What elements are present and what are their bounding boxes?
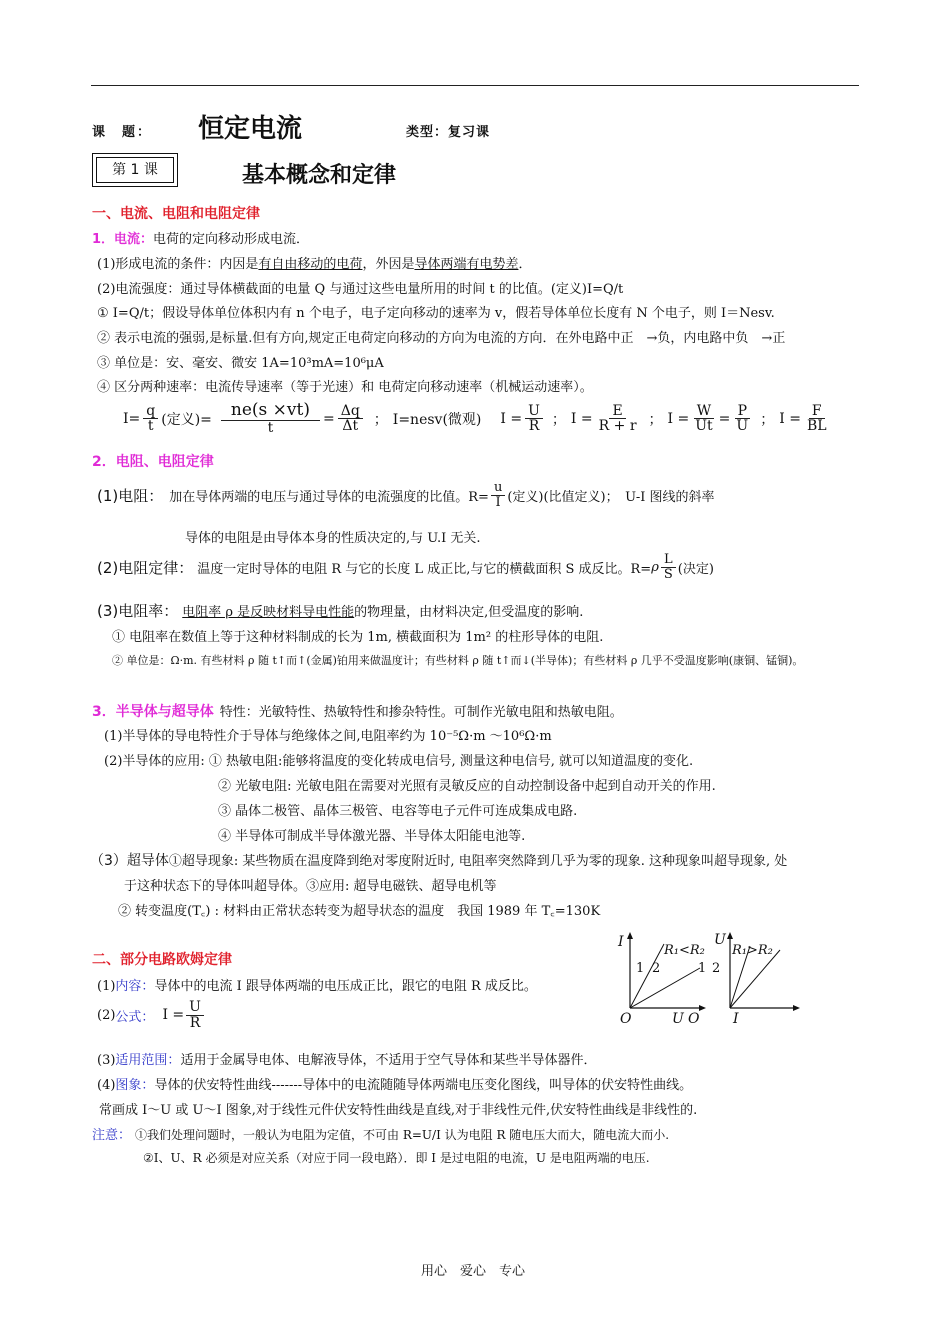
type-label: 类型：复习课: [406, 125, 491, 140]
current-strength: (2)电流强度：通过导体横截面的电量 Q 与通过这些电量所用的时间 t 的比值。(定义)I=Q/t: [97, 282, 624, 297]
superconductor-line-3: ② 转变温度(T꜀) : 材料由正常状态转变为超导状态的温度 我国 1989 年 T꜀=130K: [118, 904, 601, 919]
ohm-formula: (2) 公式： I = $\frac{U}{R}$: [97, 1000, 206, 1030]
resistivity-line: (3)电阻率： 电阻率 ρ 是反映材料导电性能的物理量，由材料决定,但受温度的影响.: [97, 602, 584, 620]
frac-u-i: $\frac{u}{I}$: [491, 481, 505, 509]
graph1-y-label: I: [618, 934, 624, 950]
iv-graphs: [610, 928, 810, 1028]
graph2-x-label: I: [733, 1011, 739, 1027]
current-item-2: ② 表示电流的强弱,是标量.但有方向,规定正电荷定向移动的方向为电流的方向．在外电路中正 →负，内电路中负 →正: [97, 331, 786, 346]
graph1-y-arrow: [627, 932, 633, 939]
graph1-label-1: 1: [636, 961, 645, 976]
section2-heading: 二、部分电路欧姆定律: [92, 952, 232, 968]
course-label: 课 题：: [92, 125, 153, 140]
graph1-x-arrow: [699, 1005, 706, 1011]
lesson-box-inner: 第 1 课: [96, 157, 174, 183]
graph2-relation: R₁>R₂: [732, 943, 773, 958]
frac-ne: $\frac{ne(s \times vt)}{t}$: [221, 402, 320, 436]
current-condition: (1)形成电流的条件：内因是有自由移动的电荷，外因是导体两端有电势差．: [97, 257, 532, 272]
current-definition: 电荷的定向移动形成电流．: [153, 232, 310, 247]
resistivity-item-2: ② 单位是：Ω·m. 有些材料 ρ 随 t↑而↑(金属)铂用来做温度计；有些材料 ρ 随 t↑而↓(半导体)；有些材料 ρ 几乎不受温度影响(康铜、锰铜)。: [112, 654, 804, 667]
semiconductor-item-1: (1)半导体的导电特性介于导体与绝缘体之间,电阻率约为 10⁻⁵Ω·m ～10⁶Ω·m: [104, 729, 552, 744]
graph1-relation: R₁<R₂: [664, 943, 705, 958]
frac-l-s: $\frac{L}{S}$: [661, 553, 676, 581]
frac-w-ut: $\frac{W}{Ut}$: [695, 402, 713, 435]
lesson-box: [92, 153, 178, 187]
semiconductor-line: 3．半导体与超导体 特性：光敏特性、热敏特性和掺杂特性。可制作光敏电阻和热敏电阻。: [92, 704, 623, 720]
current-item-4: ④ 区分两种速率：电流传导速率（等于光速）和 电荷定向移动速率（机械运动速率）。: [97, 380, 593, 395]
graph2-label-2: 2: [712, 961, 721, 976]
page-footer: 用心 爱心 专心: [421, 1264, 526, 1279]
current-formulas: I= $\frac{q}{t}$ (定义)= $\frac{ne(s \times vt)}{t}$ = $\frac{\Delta q}{\Delta t}$ ； I=nesv(微观) I = $\frac{U}{R}$ ； I = $\frac{E}{R + r}$ ； I = $\frac{W}{Ut}$ = $\frac{P}{U}$ ； I = $\frac{F}{BL}$: [123, 402, 832, 436]
ohm-graph: (4)图象：导体的伏安特性曲线-------导体中的电流随随导体两端电压变化图线，叫导体的伏安特性曲线。: [97, 1078, 693, 1093]
graph1-x-label: U: [672, 1011, 684, 1027]
frac-ohm: $\frac{U}{R}$: [186, 1000, 204, 1030]
semiconductor-item-4: ③ 晶体二极管、晶体三极管、电容等电子元件可连成集成电路.: [218, 804, 578, 819]
graph2-line-2: [730, 950, 780, 1008]
frac-f-bl: $\frac{F}{BL}$: [806, 402, 827, 435]
resistance-heading: 2．电阻、电阻定律: [92, 454, 214, 470]
ohm-note-1: 注意： ①我们处理问题时，一般认为电阻为定值，不可由 R=U/I 认为电阻 R 随电压大而大，随电流大而小.: [92, 1128, 670, 1143]
ohm-content: (1)内容：导体中的电流 I 跟导体两端的电压成正比，跟它的电阻 R 成反比。: [97, 979, 537, 994]
ohm-note-2: ②I、U、R 必须是对应关系（对应于同一段电路）．即 I 是过电阻的电流，U 是电阻两端的电压.: [143, 1151, 650, 1165]
lesson-title: 基本概念和定律: [242, 163, 397, 188]
current-heading: 1．电流：: [92, 232, 154, 247]
frac-u-r: $\frac{U}{R}$: [525, 404, 543, 434]
frac-dq-dt: $\frac{\Delta q}{\Delta t}$: [338, 404, 363, 434]
semiconductor-item-3: ② 光敏电阻: 光敏电阻在需要对光照有灵敏反应的自动控制设备中起到自动开关的作用.: [218, 779, 716, 794]
resistance-note: 导体的电阻是由导体本身的性质决定的,与 U.I 无关.: [185, 531, 481, 546]
graph1-origin: O: [620, 1011, 632, 1027]
graph2-y-label: U: [714, 932, 726, 948]
frac-e-rr: $\frac{E}{R + r}$: [598, 402, 637, 435]
graph2-origin: O: [688, 1011, 700, 1027]
resistivity-item-1: ① 电阻率在数值上等于这种材料制成的长为 1m, 横截面积为 1m² 的柱形导体的电阻.: [112, 630, 604, 645]
graph2-x-arrow: [793, 1005, 800, 1011]
superconductor-line-2: 于这种状态下的导体叫超导体。③应用: 超导电磁铁、超导电机等: [124, 879, 497, 894]
frac-p-u: $\frac{P}{U}$: [736, 402, 749, 435]
ohm-graph-note: 常画成 I～U 或 U～I 图象,对于线性元件伏安特性曲线是直线,对于非线性元件,伏安特性曲线是非线性的.: [99, 1103, 698, 1118]
current-item-3: ③ 单位是：安、毫安、微安 1A=10³mA=10⁶μA: [97, 356, 384, 371]
semiconductor-item-2: (2)半导体的应用: ① 热敏电阻:能够将温度的变化转成电信号, 测量这种电信号, 就可以知道温度的变化.: [104, 754, 694, 769]
page-title: 恒定电流: [198, 114, 303, 144]
semiconductor-heading: 3．半导体与超导体: [92, 704, 214, 720]
semiconductor-item-5: ④ 半导体可制成半导体激光器、半导体太阳能电池等.: [218, 829, 526, 844]
resistance-def: (1)电阻： 加在导体两端的电压与通过导体的电流强度的比值。R= $\frac{u}{I}$ (定义)(比值定义)； U-I 图线的斜率: [97, 480, 715, 510]
graph1-label-2: 2: [652, 961, 661, 976]
frac-q-t: $\frac{q}{t}$: [143, 404, 158, 434]
graph2-y-arrow: [727, 932, 733, 939]
top-rule: [91, 85, 859, 86]
superconductor-line-1: （3）超导体①超导现象: 某些物质在温度降到绝对零度附近时, 电阻率突然降到几乎为零的现象. 这种现象叫超导现象, 处: [90, 853, 788, 869]
current-item-1: ① I=Q/t；假设导体单位体积内有 n 个电子，电子定向移动的速率为 v，假若导体单位长度有 N 个电子，则 I＝Nesv.: [97, 306, 775, 321]
resistance-law: (2)电阻定律： 温度一定时导体的电阻 R 与它的长度 L 成正比,与它的横截面积 S 成反比。R= ρ $\frac{L}{S}$ (决定): [97, 552, 714, 582]
section1-heading: 一、电流、电阻和电阻定律: [92, 206, 260, 222]
graph2-label-1: 1: [698, 961, 707, 976]
current-heading-line: [92, 228, 309, 247]
ohm-scope: (3)适用范围：适用于金属导电体、电解液导体，不适用于空气导体和某些半导体器件．: [97, 1053, 597, 1068]
